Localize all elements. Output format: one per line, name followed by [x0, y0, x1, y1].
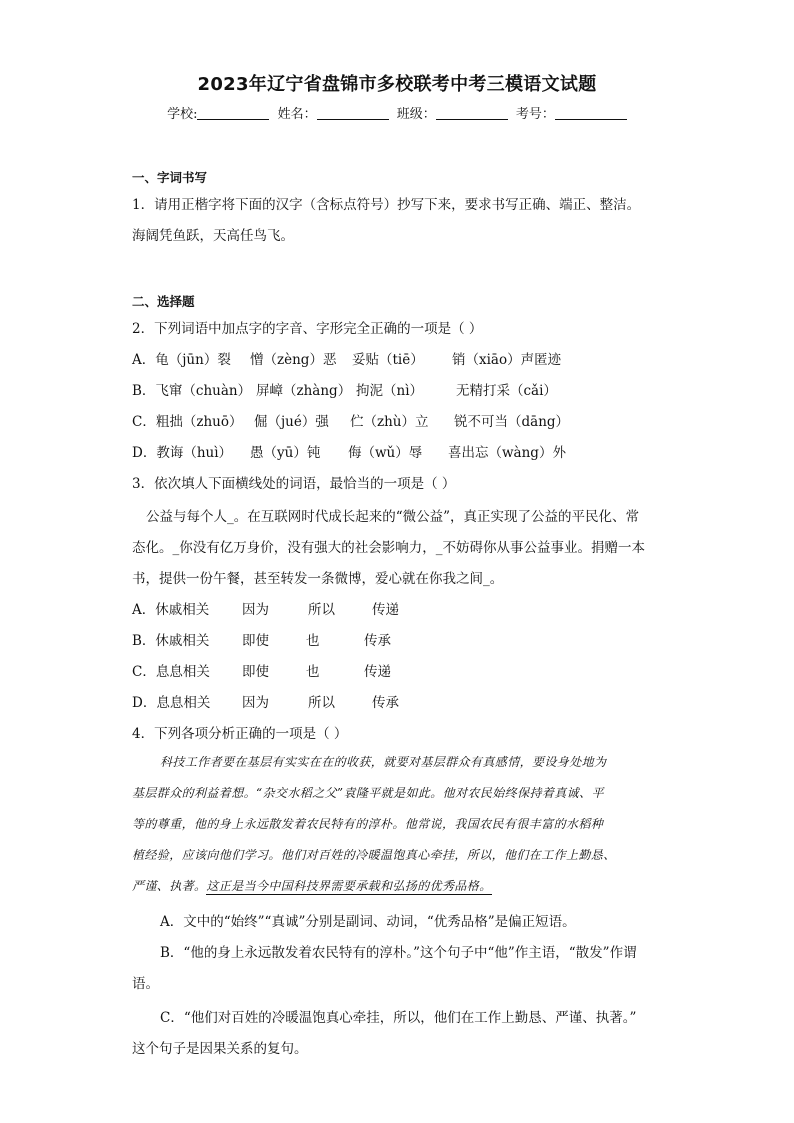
- option-item: 锐不可当（dāng）: [454, 414, 570, 430]
- student-info-line: [0, 103, 794, 122]
- option-item: 憎（zèng）恶: [250, 352, 337, 368]
- passage-line: 科技工作者要在基层有实实在在的收获，就要对基层群众有真感情，要设身处地为: [160, 755, 607, 769]
- option-item: B．飞窜（chuàn）: [132, 383, 252, 399]
- underlined-sentence: 这正是当今中国科技界需要承载和弘扬的优秀品格。: [206, 879, 492, 893]
- option-row: [132, 629, 391, 649]
- question-stem: 2．下列词语中加点字的字音、字形完全正确的一项是（ ）: [132, 321, 483, 337]
- option-item: 所以: [308, 602, 335, 618]
- question-stem: 1．请用正楷字将下面的汉字（含标点符号）抄写下来，要求书写正确、端正、整洁。: [132, 197, 641, 213]
- option-item: 传承: [364, 633, 391, 649]
- class-blank: [436, 106, 508, 120]
- option-item: 所以: [308, 695, 335, 711]
- option-item: 侮（wǔ）辱: [348, 445, 423, 461]
- passage-line: [132, 877, 662, 894]
- school-blank: [197, 106, 269, 120]
- passage-line: 书，提供一份午餐，甚至转发一条微博，爱心就在你我之间_。: [132, 571, 504, 587]
- option-item: 喜出忘（wàng）外: [448, 445, 566, 461]
- exam-number-blank: [555, 106, 627, 120]
- option-row: [132, 691, 399, 711]
- option-item: 因为: [242, 695, 269, 711]
- school-label: 学校:: [167, 107, 198, 122]
- option-item: 即使: [242, 633, 269, 649]
- option-item: 倔（jué）强: [254, 414, 329, 430]
- passage-line: 等的尊重，他的身上永远散发着农民特有的淳朴。他常说，我国农民有很丰富的水稻种: [132, 817, 604, 831]
- option-item: 屏嶂（zhàng）: [256, 383, 352, 399]
- option-item-continued: 这个句子是因果关系的复句。: [132, 1041, 308, 1057]
- option-row: [132, 348, 561, 368]
- option-item: 无精打采（cǎi）: [456, 383, 557, 399]
- option-item: 销（xiāo）声匿迹: [452, 352, 562, 368]
- option-row: [132, 598, 399, 618]
- passage-line: 态化。_你没有亿万身价，没有强大的社会影响力，_不妨碍你从事公益事业。捐赠一本: [132, 540, 645, 556]
- option-row: [132, 379, 557, 399]
- name-label: 姓名：: [277, 107, 317, 122]
- option-item: C．“他们对百姓的冷暖温饱真心牵挂，所以，他们在工作上勤恳、严谨、执著。”: [160, 1010, 637, 1026]
- option-item: 愚（yū）钝: [250, 445, 321, 461]
- class-label: 班级：: [396, 107, 436, 122]
- passage-line: 植经验，应该向他们学习。他们对百姓的冷暖温饱真心牵挂，所以，他们在工作上勤恳、: [132, 848, 616, 862]
- option-item: 传承: [372, 695, 399, 711]
- option-item: 传递: [372, 602, 399, 618]
- exam-number-label: 考号：: [515, 107, 555, 122]
- option-item: 也: [306, 664, 320, 680]
- option-item-continued: 语。: [132, 976, 159, 992]
- passage-line: 公益与每个人_。在互联网时代成长起来的“微公益”，真正实现了公益的平民化、常: [146, 509, 640, 525]
- option-item: 传递: [364, 664, 391, 680]
- option-item: B．休戚相关: [132, 633, 210, 649]
- passage-line: 基层群众的利益着想。“杂交水稻之父”袁隆平就是如此。他对农民始终保持着真诚、平: [132, 786, 604, 800]
- page-title: 2023年辽宁省盘锦市多校联考中考三模语文试题: [197, 74, 597, 95]
- option-item: D．息息相关: [132, 695, 211, 711]
- option-item: 即使: [242, 664, 269, 680]
- option-item: A．文中的“始终”“真诚”分别是副词、动词，“优秀品格”是偏正短语。: [160, 914, 576, 930]
- option-item: 也: [306, 633, 320, 649]
- option-item: 妥贴（tiē）: [352, 352, 424, 368]
- option-item: 伫（zhù）立: [350, 414, 429, 430]
- option-item: 因为: [242, 602, 269, 618]
- question-stem: 3．依次填人下面横线处的词语，最恰当的一项是（ ）: [132, 476, 456, 492]
- option-item: C．粗拙（zhuō）: [132, 414, 243, 430]
- option-row: [132, 410, 569, 430]
- question-stem: 4．下列各项分析正确的一项是（ ）: [132, 726, 348, 742]
- name-blank: [317, 106, 389, 120]
- option-item: B．“他的身上永远散发着农民特有的淳朴。”这个句子中“他”作主语，“散发”作谓: [160, 945, 637, 961]
- section-heading: 一、字词书写: [132, 170, 208, 185]
- copy-text: 海阔凭鱼跃，天高任鸟飞。: [132, 228, 294, 244]
- option-item: A．龟（jūn）裂: [132, 352, 231, 368]
- option-item: 拘泥（nì）: [356, 383, 424, 399]
- option-row: [132, 441, 566, 461]
- section-heading: 二、选择题: [132, 294, 195, 309]
- option-item: A．休戚相关: [132, 602, 210, 618]
- option-item: C．息息相关: [132, 664, 210, 680]
- passage-text: 严谨、执著。: [132, 879, 207, 893]
- option-item: D．教诲（huì）: [132, 445, 233, 461]
- option-row: [132, 660, 391, 680]
